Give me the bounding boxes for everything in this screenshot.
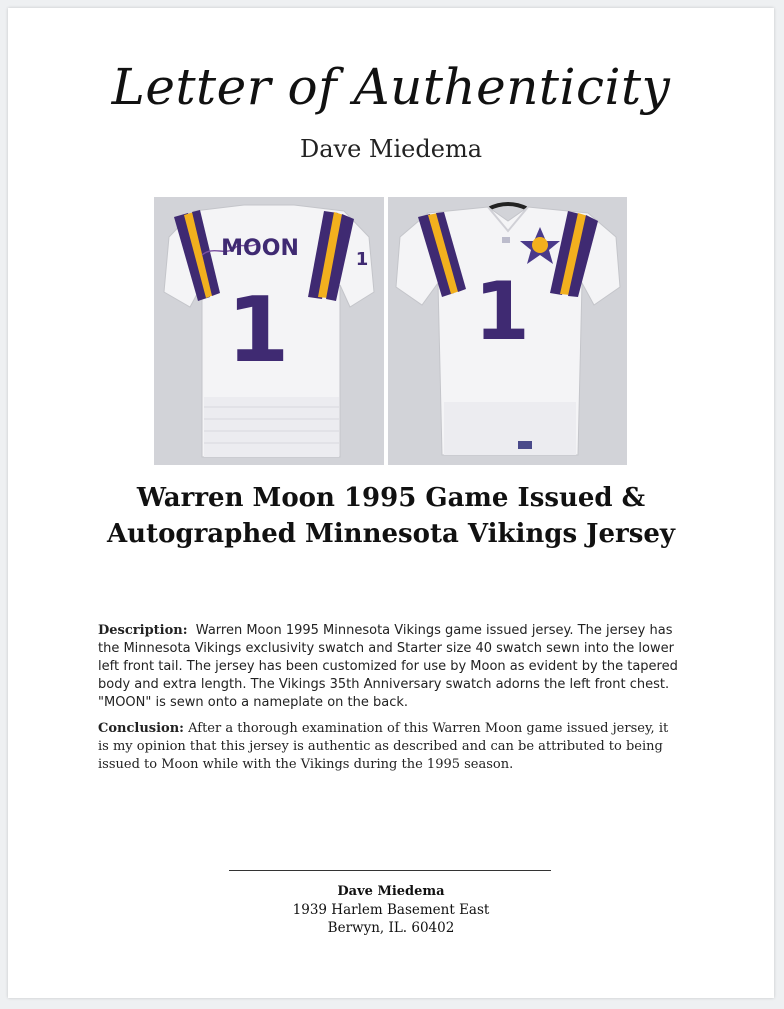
conclusion-paragraph xyxy=(98,720,678,774)
jersey-headline: Warren Moon 1995 Game Issued & Autographed Minnesota Vikings Jersey xyxy=(107,483,675,549)
jersey-back-photo xyxy=(154,197,384,465)
description-text: Warren Moon 1995 Minnesota Vikings game issued jersey. The jersey has the Minnesota Vikings exclusivity swatch and Starter size 40 swatch sewn into the lower left front tail. The jersey has been customized for use by Moon as evident by the tapered body and extra length. The Vikings 35th Anniversary swatch adorns the left front chest. "MOON" is sewn onto a nameplate on the back. xyxy=(98,623,678,710)
back-number: 1 xyxy=(226,278,290,383)
signer-address-line2: Berwyn, IL. 60402 xyxy=(327,920,455,936)
description-paragraph xyxy=(98,622,678,712)
description-label: Description: xyxy=(98,623,188,638)
signer-name: Dave Miedema xyxy=(337,884,445,899)
sleeve-number: 1 xyxy=(355,249,369,270)
conclusion-label: Conclusion: xyxy=(98,721,184,736)
signer-address-line1: 1939 Harlem Basement East xyxy=(292,902,490,918)
jersey-front-photo xyxy=(388,197,627,465)
conclusion-text: After a thorough examination of this Warren Moon game issued jersey, it is my opinion that this jersey is authentic as described and can be attributed to being issued to Moon while with the Vikings during the 1995 season. xyxy=(98,721,669,772)
letter-title: Letter of Authenticity xyxy=(111,58,671,116)
front-number: 1 xyxy=(474,265,530,358)
nameplate-text: MOON xyxy=(221,236,299,261)
letter-page xyxy=(8,8,774,998)
author-name: Dave Miedema xyxy=(299,135,483,163)
signature-line xyxy=(229,870,551,871)
